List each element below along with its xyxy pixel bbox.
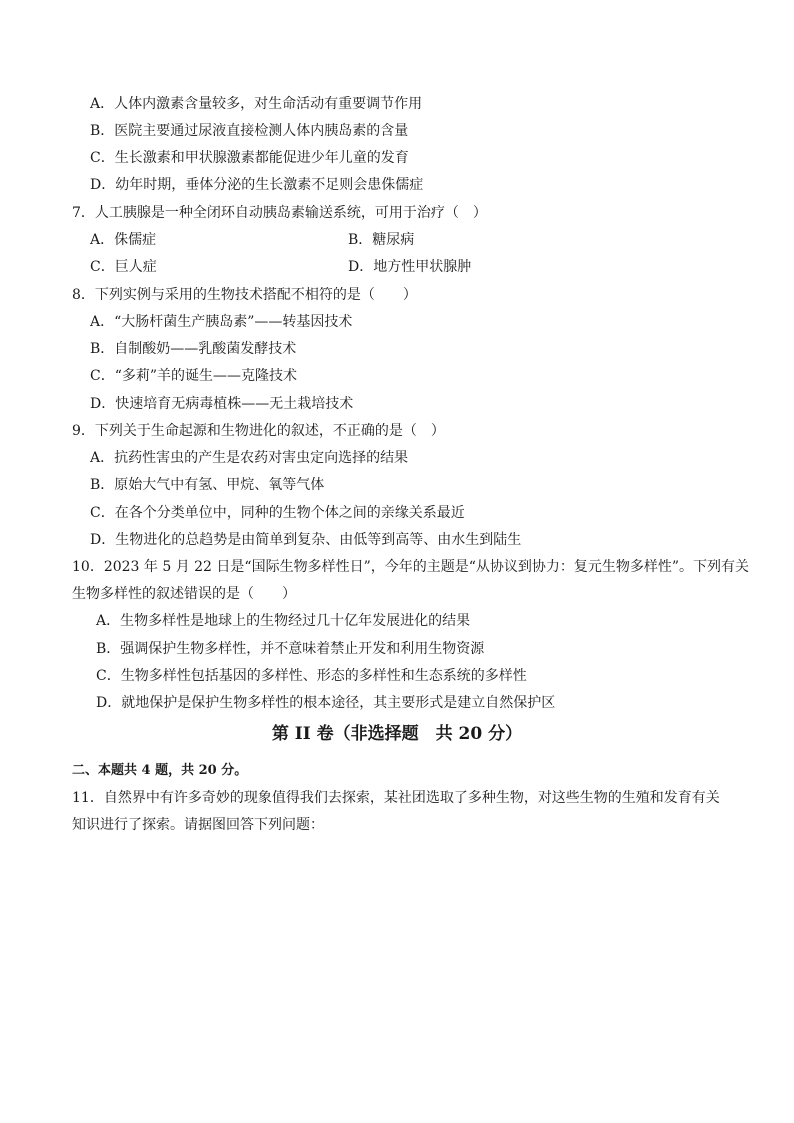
q6-option-b: B．医院主要通过尿液直接检测人体内胰岛素的含量 (90, 123, 409, 139)
q6-option-c: C．生长激素和甲状腺激素都能促进少年儿童的发育 (90, 150, 409, 166)
q7-option-a: A．侏儒症 (90, 232, 157, 248)
q11-stem-line2: 知识进行了探索。请据图回答下列问题： (72, 817, 324, 833)
q9-option-b: B．原始大气中有氢、甲烷、氧等气体 (90, 477, 325, 493)
q10-option-b: B．强调保护生物多样性，并不意味着禁止开发和利用生物资源 (96, 641, 485, 657)
q7-option-d: D．地方性甲状腺肿 (348, 259, 472, 275)
q10-option-c: C．生物多样性包括基因的多样性、形态的多样性和生态系统的多样性 (96, 668, 527, 684)
q7-option-b: B．糖尿病 (348, 232, 415, 248)
q8-option-d: D．快速培育无病毒植株——无土栽培技术 (90, 396, 354, 412)
q6-option-d: D．幼年时期，垂体分泌的生长激素不足则会患侏儒症 (90, 177, 424, 193)
q8-option-b: B．自制酸奶——乳酸菌发酵技术 (90, 341, 297, 357)
part-2-heading: 二、本题共 4 题，共 20 分。 (72, 763, 248, 778)
q8-option-c: C．“多莉”羊的诞生——克隆技术 (90, 368, 298, 384)
q10-option-a: A．生物多样性是地球上的生物经过几十亿年发展进化的结果 (96, 613, 471, 629)
q7-option-c: C．巨人症 (90, 259, 157, 275)
q9-option-c: C．在各个分类单位中，同种的生物个体之间的亲缘关系最近 (90, 505, 465, 521)
q9-stem: 9．下列关于生命起源和生物进化的叙述，不正确的是（ ） (72, 423, 445, 439)
q10-stem-line2: 生物多样性的叙述错误的是（ ） (72, 586, 296, 602)
q9-option-d: D．生物进化的总趋势是由简单到复杂、由低等到高等、由水生到陆生 (90, 532, 522, 548)
q7-stem: 7．人工胰腺是一种全闭环自动胰岛素输送系统，可用于治疗（ ） (72, 205, 487, 221)
q10-stem-line1: 10．2023 年 5 月 22 日是“国际生物多样性日”，今年的主题是“从协议到协力：复元生物多样性”。下列有关 (72, 559, 750, 575)
q10-option-d: D．就地保护是保护生物多样性的根本途径，其主要形式是建立自然保护区 (96, 695, 556, 711)
q8-option-a: A．“大肠杆菌生产胰岛素”——转基因技术 (90, 314, 353, 330)
q8-stem: 8．下列实例与采用的生物技术搭配不相符的是（ ） (72, 287, 417, 303)
q6-option-a: A．人体内激素含量较多，对生命活动有重要调节作用 (90, 96, 423, 112)
q9-option-a: A．抗药性害虫的产生是农药对害虫定向选择的结果 (90, 450, 409, 466)
q11-stem-line1: 11．自然界中有许多奇妙的现象值得我们去探索，某社团选取了多种生物，对这些生物的生殖和发育有关 (72, 790, 720, 806)
section-2-title: 第 II 卷（非选择题 共 20 分） (271, 724, 523, 744)
